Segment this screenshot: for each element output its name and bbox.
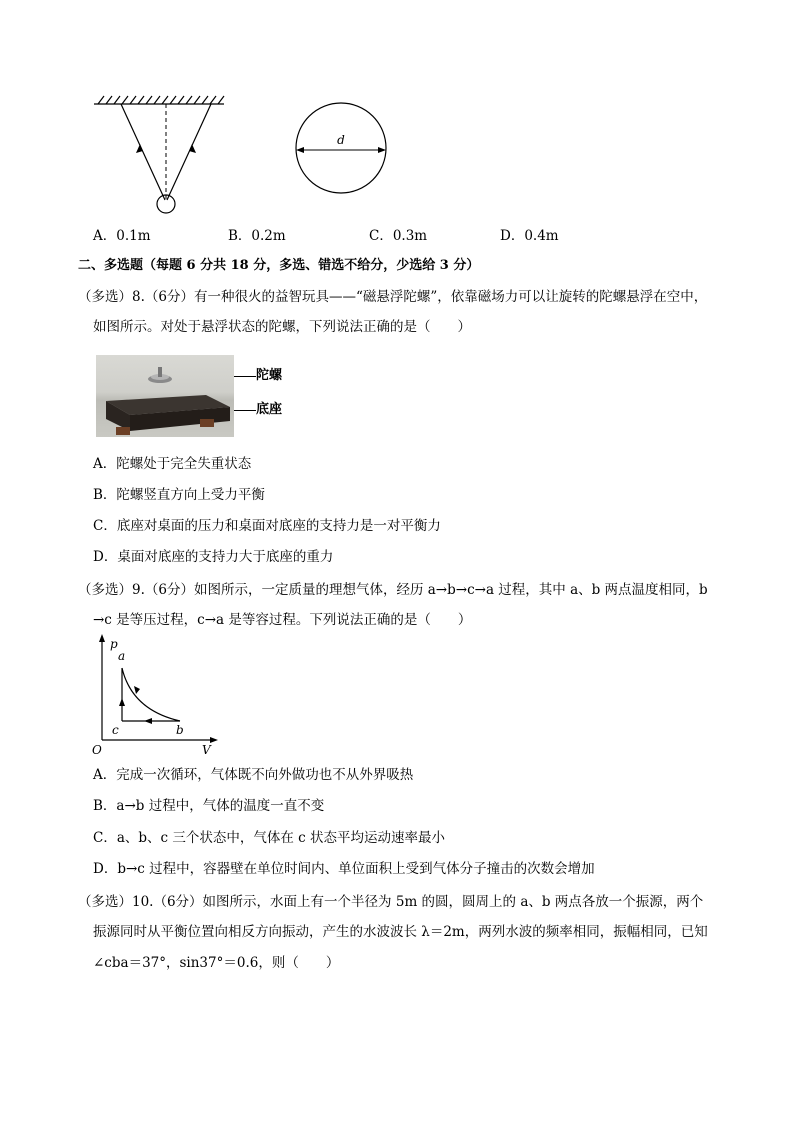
- q8-stem-line2: 如图所示。对处于悬浮状态的陀螺，下列说法正确的是（ ）: [93, 319, 471, 335]
- arrow-right-head: [378, 147, 386, 153]
- photo-label-top: 陀螺: [256, 368, 283, 383]
- q9-option-b[interactable]: B．a→b 过程中，气体的温度一直不变: [93, 798, 325, 814]
- circle-diameter-figure: [292, 98, 392, 198]
- photo-label-bottom: 底座: [256, 402, 283, 417]
- label-leader-bottom: [234, 410, 256, 411]
- q7-option-b[interactable]: B．0.2m: [228, 228, 286, 244]
- q9-option-c[interactable]: C．a、b、c 三个状态中，气体在 c 状态平均运动速率最小: [93, 830, 446, 846]
- section-title: 二、多选题（每题 6 分共 18 分，多选、错选不给分，少选给 3 分）: [78, 258, 480, 273]
- q10-stem-line3: ∠cba＝37°，sin37°＝0.6，则（ ）: [93, 955, 340, 971]
- q9-stem-line2: →c 是等压过程，c→a 是等容过程。下列说法正确的是（ ）: [93, 612, 472, 628]
- q10-stem-line2: 振源同时从平衡位置向相反方向振动，产生的水波波长 λ＝2m，两列水波的频率相同，振幅相同，已知: [93, 924, 708, 940]
- right-string: [167, 104, 211, 200]
- diameter-label: d: [337, 133, 345, 147]
- q9-stem-line1: （多选）9.（6分）如图所示，一定质量的理想气体，经历 a→b→c→a 过程，其中 a、b 两点温度相同，b: [78, 582, 708, 598]
- q8-option-d[interactable]: D．桌面对底座的支持力大于底座的重力: [93, 549, 334, 565]
- maglev-top-photo: [96, 355, 234, 437]
- point-c-label: c: [112, 723, 119, 737]
- v-axis-label: V: [202, 743, 211, 757]
- pv-diagram: [90, 632, 220, 760]
- q7-option-a[interactable]: A．0.1m: [93, 228, 151, 244]
- arrow-ca: [119, 698, 125, 706]
- arrow-ab: [134, 686, 140, 694]
- diameter-circle: [296, 103, 386, 193]
- arrow-left-head: [296, 147, 304, 153]
- q9-option-d[interactable]: D．b→c 过程中，容器壁在单位时间内、单位面积上受到气体分子撞击的次数会增加: [93, 861, 595, 877]
- left-string: [121, 104, 165, 200]
- q7-option-d[interactable]: D．0.4m: [500, 228, 559, 244]
- q7-option-c[interactable]: C．0.3m: [369, 228, 428, 244]
- v-axis-arrow: [210, 737, 218, 743]
- q10-stem-line1: （多选）10.（6分）如图所示，水面上有一个半径为 5m 的圆，圆周上的 a、b 两点各放一个振源，两个: [78, 894, 704, 910]
- arrow-bc: [144, 718, 152, 724]
- point-a-label: a: [118, 649, 126, 663]
- q9-option-a[interactable]: A．完成一次循环，气体既不向外做功也不从外界吸热: [93, 767, 414, 783]
- isotherm-curve-ab: [122, 668, 180, 721]
- p-axis-label: p: [110, 637, 118, 651]
- origin-label: O: [92, 743, 102, 757]
- q8-option-a[interactable]: A．陀螺处于完全失重状态: [93, 456, 252, 472]
- q8-option-b[interactable]: B．陀螺竖直方向上受力平衡: [93, 487, 265, 503]
- p-axis-arrow: [99, 634, 105, 642]
- label-leader-top: [234, 376, 256, 377]
- ceiling-hatch: [94, 96, 224, 104]
- point-b-label: b: [176, 723, 184, 737]
- q8-option-c[interactable]: C．底座对桌面的压力和桌面对底座的支持力是一对平衡力: [93, 518, 441, 534]
- pendulum-figure: [90, 92, 230, 220]
- q8-stem-line1: （多选）8.（6分）有一种很火的益智玩具——“磁悬浮陀螺”，依靠磁场力可以让旋转的陀螺悬浮在空中，: [78, 289, 708, 305]
